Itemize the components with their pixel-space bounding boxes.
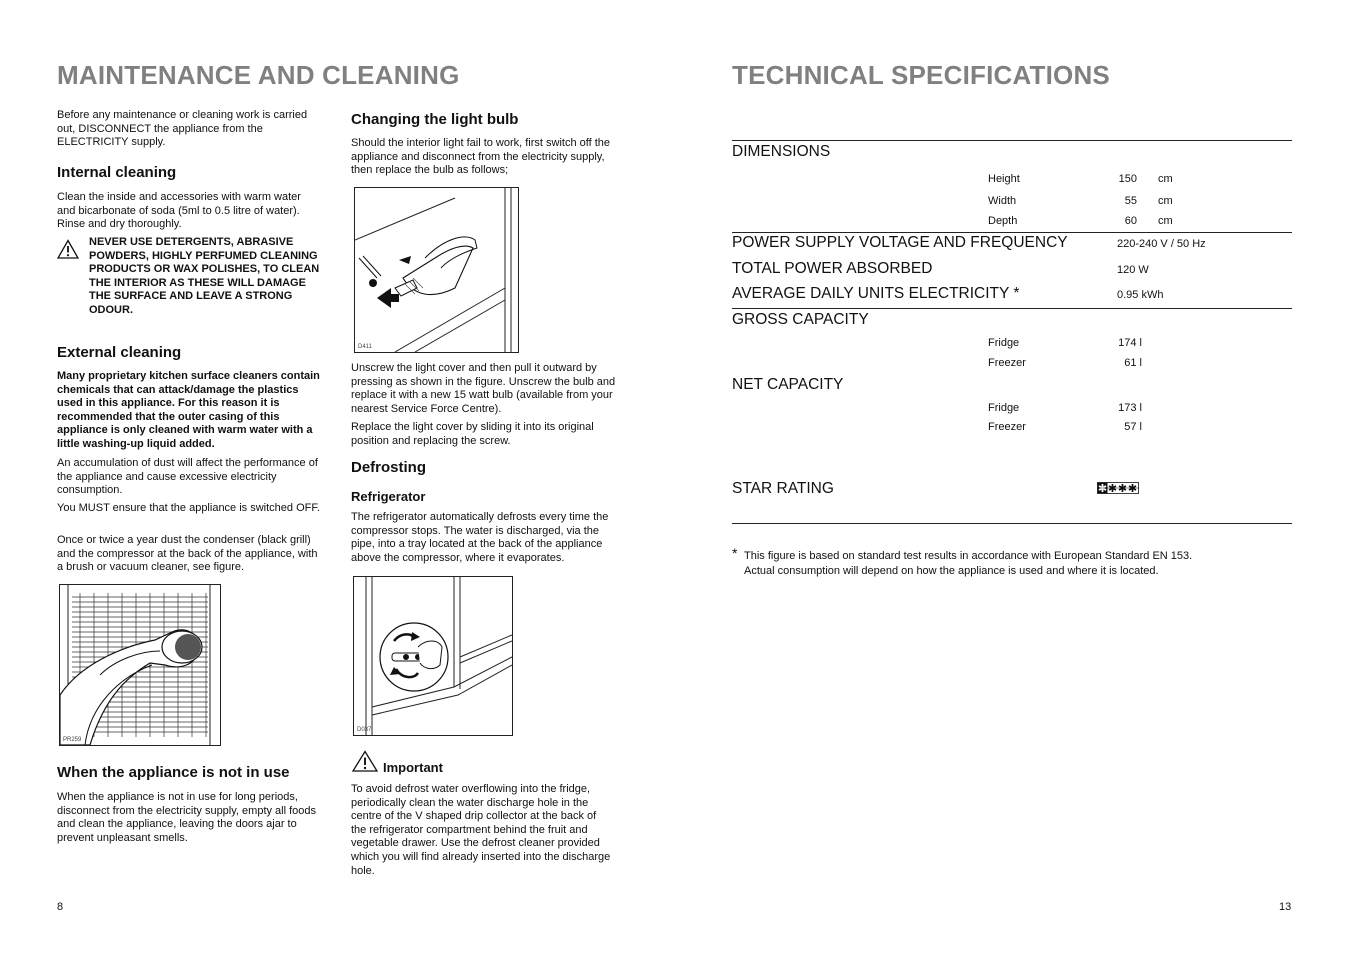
warning-icon [57,239,79,259]
defrosting-text: The refrigerator automatically defrosts every time the compressor stops. The water is discharged, via the pipe, into a tray located at the back of the appliance above the compressor, where it evaporates. [351,511,609,564]
avg-units-label: AVERAGE DAILY UNITS ELECTRICITY * [732,285,1020,302]
gross-capacity-label: GROSS CAPACITY [732,311,869,328]
net-fridge-label: Fridge [988,402,1020,414]
gross-fridge-label: Fridge [988,337,1020,349]
condenser-figure-code: PR259 [63,737,82,743]
spec-bottom-rule [732,523,1292,524]
gross-freezer-value: 61 l [1124,357,1142,369]
avg-units-value: 0.95 kWh [1117,289,1164,301]
footnote-line-2: Actual consumption will depend on how the appliance is used and where it is located. [744,565,1159,577]
footnote-mark: * [732,545,738,561]
external-cleaning-p1: An accumulation of dust will affect the performance of the appliance and cause excessive electricity consumption. [57,457,318,497]
dimension-height-value: 150 [1118,173,1137,185]
defrost-figure-code: D037 [357,727,372,733]
internal-cleaning-warning: NEVER USE DETERGENTS, ABRASIVE POWDERS, HIGHLY PERFUMED CLEANING PRODUCTS OR WAX POLISHES, TO CLEAN THE INTERIOR AS THESE WILL DAMAGE THE SURFACE AND LEAVE A STRONG ODOUR. [89,236,320,316]
defrosting-heading: Defrosting [351,459,426,476]
net-capacity-label: NET CAPACITY [732,376,844,393]
page-title-maintenance: MAINTENANCE AND CLEANING [57,60,460,90]
external-cleaning-p3: Once or twice a year dust the condenser (black grill) and the compressor at the back of the appliance, with a brush or vacuum cleaner, see figure. [57,534,318,574]
light-bulb-p1: Should the interior light fail to work, first switch off the appliance and disconnect from the electricity supply, then replace the bulb as follows; [351,137,611,177]
dimension-width-label: Width [988,195,1017,207]
svg-text:✱: ✱ [1127,482,1138,494]
not-in-use-text: When the appliance is not in use for long periods, disconnect from the electricity supply, empty all foods and clean the appliance, leaving the doors ajar to prevent unpleasant smells. [57,791,317,844]
star-rating-label: STAR RATING [732,480,834,497]
power-supply-label: POWER SUPPLY VOLTAGE AND FREQUENCY [732,234,1068,251]
light-bulb-heading: Changing the light bulb [351,111,519,128]
page-number-left: 8 [57,901,64,913]
net-freezer-label: Freezer [988,421,1026,433]
light-bulb-figure-code: D411 [358,344,372,350]
spec-rule-2 [732,232,1292,233]
dimension-width-value: 55 [1124,195,1137,207]
dimension-height-unit: cm [1158,173,1173,185]
not-in-use-heading: When the appliance is not in use [57,764,290,781]
light-bulb-p2: Unscrew the light cover and then pull it outward by pressing as shown in the figure. Unscrew the bulb and replace it with a new 15 watt bulb (available from your nearest Service Force Centre). [351,362,616,415]
light-bulb-p3: Replace the light cover by sliding it into its original position and replacing the screw. [351,421,594,447]
spec-top-rule [732,140,1292,141]
net-freezer-value: 57 l [1124,421,1142,433]
important-label: Important [383,760,443,775]
svg-text:✱: ✱ [1097,482,1108,494]
dimension-depth-unit: cm [1158,215,1173,227]
dimension-width-unit: cm [1158,195,1173,207]
defrost-figure [353,576,513,736]
external-cleaning-heading: External cleaning [57,344,182,361]
net-fridge-value: 173 l [1118,402,1142,414]
dimension-height-label: Height [988,173,1020,185]
external-cleaning-bold-text: Many proprietary kitchen surface cleaners contain chemicals that can attack/damage the plastics used in this appliance. For this reason it is recommended that the outer casing of this appliance is only cleaned with warm water with a little washing-up liquid added. [57,370,320,450]
condenser-figure [59,584,221,746]
total-power-value: 120 W [1117,264,1149,276]
light-bulb-illustration [355,188,518,352]
spec-rule-3 [732,308,1292,309]
internal-cleaning-text: Clean the inside and accessories with warm water and bicarbonate of soda (5ml to 0.5 litre of water). Rinse and dry thoroughly. [57,191,301,231]
footnote-line-1: This figure is based on standard test results in accordance with European Standard EN 153. [744,550,1193,562]
condenser-illustration [60,585,220,745]
dimension-depth-label: Depth [988,215,1018,227]
svg-text:✱: ✱ [1107,482,1118,494]
external-cleaning-p2: You MUST ensure that the appliance is switched OFF. [57,502,320,514]
internal-cleaning-heading: Internal cleaning [57,164,177,181]
refrigerator-subheading: Refrigerator [351,489,426,504]
light-bulb-figure [354,187,519,353]
svg-text:✱: ✱ [1117,482,1128,494]
important-text: To avoid defrost water overflowing into the fridge, periodically clean the water discharge hole in the centre of the V shaped drip collector at the back of the refrigerator compartment behind the fruit and vegetable drawer. Use the defrost cleaner provided which you will find already inserted into the discharge hole. [351,783,611,877]
page-title-specifications: TECHNICAL SPECIFICATIONS [732,60,1110,90]
dimension-depth-value: 60 [1124,215,1137,227]
gross-freezer-label: Freezer [988,357,1026,369]
important-warning-icon [352,750,378,772]
dimensions-label: DIMENSIONS [732,143,831,160]
star-rating-icon [1097,482,1139,494]
page-number-right: 13 [1279,901,1292,913]
gross-fridge-value: 174 l [1118,337,1142,349]
defrost-illustration [354,577,512,735]
total-power-label: TOTAL POWER ABSORBED [732,260,933,277]
intro-text: Before any maintenance or cleaning work is carried out, DISCONNECT the appliance from the ELECTRICITY supply. [57,109,308,149]
power-supply-value: 220-240 V / 50 Hz [1117,238,1206,250]
